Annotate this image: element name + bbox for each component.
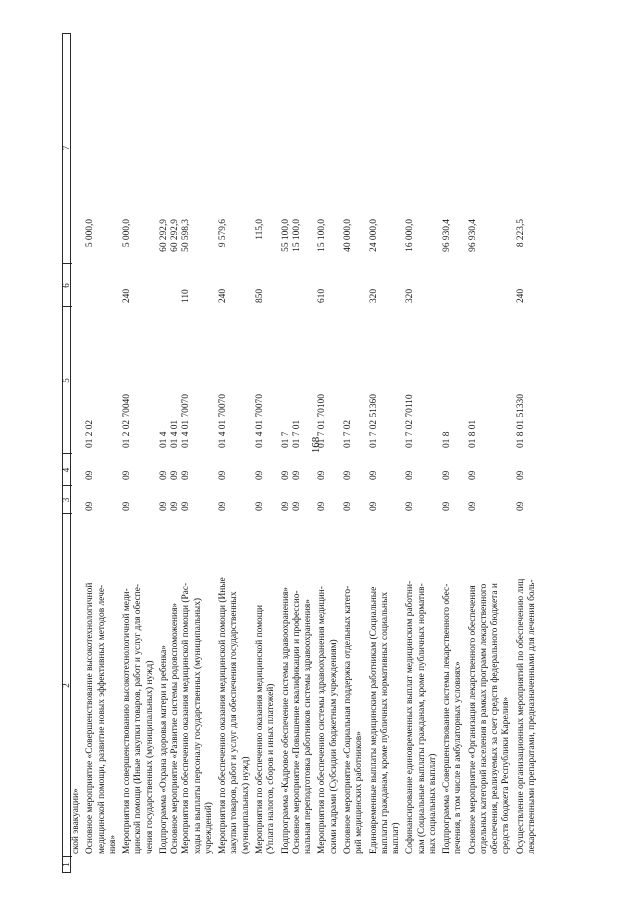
cell-value: 115,0 xyxy=(255,219,265,240)
cell-value: 09 xyxy=(255,501,265,511)
cell-c7 xyxy=(516,219,527,261)
description-line: Основное мероприятие «Повышение квалификации и профессио- xyxy=(291,590,302,854)
cell-c3 xyxy=(343,489,354,511)
cell-c5 xyxy=(516,338,527,448)
cell-value: 01 4 01 70070 xyxy=(181,394,192,448)
cell-c3 xyxy=(516,489,527,511)
description-line: печения, в том числе в амбулаторных условиях» xyxy=(453,661,464,854)
cell-value: 09 xyxy=(85,470,96,480)
cell-c6 xyxy=(218,263,229,303)
cell-value: 09 xyxy=(368,501,379,511)
description-line: ных социальных выплат) xyxy=(427,753,438,854)
cell-c5 xyxy=(85,338,96,448)
row-description xyxy=(218,514,252,854)
cell-value: 16 000,0 xyxy=(405,219,416,252)
cell-value: 09 xyxy=(170,470,181,480)
description-line: (Уплата налогов, сборов и иных платежей) xyxy=(266,683,277,854)
cell-c7 xyxy=(122,219,133,261)
cell-value: 01 7 xyxy=(280,431,291,448)
cell-value: 09 xyxy=(405,501,416,511)
cell-value: 09 xyxy=(515,501,526,511)
cell-c7 xyxy=(281,219,303,261)
cell-c5 xyxy=(369,338,380,448)
description-line: Подпрограмма «Охрана здоровья матери и ребенка» xyxy=(159,645,169,854)
cell-c6 xyxy=(405,263,416,303)
cell-c7 xyxy=(159,219,193,261)
description-line: ходы на выплаты персоналу государственных (муниципальных) xyxy=(192,597,203,854)
description-line: Софинансирование единовременных выплат медицинским работни- xyxy=(405,580,416,854)
cell-value: 240 xyxy=(122,288,133,303)
cell-c5 xyxy=(468,338,479,448)
cell-value: 01 7 01 70100 xyxy=(317,394,328,448)
row-description xyxy=(122,514,156,854)
cell-value: 09 xyxy=(159,501,169,511)
cell-value: 09 xyxy=(181,470,192,480)
cell-c3 xyxy=(317,489,328,511)
cell-value: 09 xyxy=(515,470,526,480)
cell-c7 xyxy=(317,219,328,261)
cell-value: 09 xyxy=(218,501,229,511)
cell-value: 09 xyxy=(368,470,379,480)
cell-c7 xyxy=(442,219,453,261)
row-description xyxy=(468,514,513,854)
description-line: Осуществление организационных мероприятий по обеспечению лиц xyxy=(515,578,526,854)
cell-value xyxy=(159,263,170,303)
cell-c7 xyxy=(468,219,479,261)
cell-value: 110 xyxy=(181,289,192,303)
cell-c3 xyxy=(122,489,133,511)
cell-value: 09 xyxy=(255,470,265,480)
description-line: выплат) xyxy=(390,822,401,854)
row-description xyxy=(516,514,538,854)
cell-c3 xyxy=(281,489,303,511)
row-description xyxy=(405,514,439,854)
cell-c7 xyxy=(218,219,229,261)
cell-c4 xyxy=(516,458,527,480)
cell-c5 xyxy=(218,338,229,448)
cell-c5 xyxy=(442,338,453,448)
budget-table xyxy=(62,33,607,873)
description-line: чения государственных (муниципальных) нужд) xyxy=(144,660,155,854)
description-line: Мероприятия по обеспечению системы здравоохранения медицин- xyxy=(317,586,328,854)
description-line: Мероприятия по совершенствованию высокотехнологичной меди- xyxy=(122,588,133,854)
cell-value: 09 xyxy=(343,470,353,480)
cell-value: 09 xyxy=(85,501,96,511)
cell-value: 09 xyxy=(291,470,302,480)
page-number: 168 xyxy=(310,436,322,454)
cell-value: 40 000,0 xyxy=(343,219,353,252)
cell-value: 09 xyxy=(317,501,328,511)
cell-c6 xyxy=(369,263,380,303)
description-line: Подпрограмма «Кадровое обеспечение системы здравоохранения» xyxy=(280,587,291,854)
cell-value: 24 000,0 xyxy=(368,219,379,252)
description-line: закупки товаров, работ и услуг для обеспечения государственных xyxy=(229,591,240,854)
cell-value: 09 xyxy=(442,470,453,480)
header-col-1: 1 xyxy=(61,862,71,867)
description-line: рий медицинских работников» xyxy=(354,731,365,854)
cell-c4 xyxy=(159,458,193,480)
cell-c3 xyxy=(468,489,479,511)
cell-c7 xyxy=(85,219,96,261)
cell-value: 09 xyxy=(442,501,453,511)
cell-value: 01 8 01 xyxy=(467,419,478,448)
row-description xyxy=(71,514,82,854)
cell-value: 01 4 01 xyxy=(170,419,181,448)
cell-value: 09 xyxy=(159,470,169,480)
cell-c5 xyxy=(343,338,354,448)
description-line: выплаты гражданам, кроме публичных нормативных социальных xyxy=(379,591,390,854)
cell-value: 01 7 02 xyxy=(343,419,353,448)
cell-value: 01 8 xyxy=(442,431,453,448)
header-col-6: 6 xyxy=(61,283,71,288)
cell-value: 09 xyxy=(280,501,291,511)
cell-value: 09 xyxy=(467,470,478,480)
cell-c3 xyxy=(159,489,193,511)
cell-value: 01 4 01 70070 xyxy=(255,394,265,448)
cell-value: 320 xyxy=(405,288,416,303)
cell-value: 09 xyxy=(170,501,181,511)
cell-value: 60 292,9 xyxy=(159,219,169,252)
cell-c4 xyxy=(122,458,133,480)
cell-c3 xyxy=(369,489,380,511)
header-col-7: 7 xyxy=(61,145,71,151)
description-line: Основное мероприятие «Организация лекарственного обеспечения xyxy=(467,585,478,854)
table-header-row xyxy=(62,33,71,873)
cell-value: 50 598,3 xyxy=(181,219,192,252)
cell-c4 xyxy=(442,458,453,480)
description-line: Подпрограмма «Совершенствование системы лекарственного обес- xyxy=(442,583,453,854)
cell-value: 60 292,9 xyxy=(170,219,181,252)
row-description xyxy=(159,514,215,854)
cell-c7 xyxy=(255,219,266,261)
cell-c4 xyxy=(468,458,479,480)
rotated-table-wrapper xyxy=(62,33,607,873)
row-description xyxy=(442,514,464,854)
description-line: Основное мероприятие «Социальная поддержка отдельных катего- xyxy=(343,585,353,854)
description-line: Единовременные выплаты медицинским работникам (Социальные xyxy=(368,586,379,854)
cell-c6 xyxy=(159,263,193,303)
row-description xyxy=(343,514,365,854)
cell-value: 01 7 02 51360 xyxy=(368,394,379,448)
cell-value: 320 xyxy=(368,288,379,303)
cell-value: 610 xyxy=(317,288,328,303)
header-col-4: 4 xyxy=(61,467,71,473)
cell-c5 xyxy=(122,338,133,448)
cell-value: 15 100,0 xyxy=(291,219,302,252)
cell-c3 xyxy=(85,489,96,511)
cell-c4 xyxy=(343,458,354,480)
description-line: ния» xyxy=(107,834,118,854)
cell-c4 xyxy=(369,458,380,480)
cell-c4 xyxy=(85,458,96,480)
cell-value: 850 xyxy=(255,288,265,303)
description-line: Основное мероприятие «Совершенствование высокотехнологичной xyxy=(85,582,96,854)
cell-value: 09 xyxy=(405,470,416,480)
cell-value: 96 930,4 xyxy=(467,219,478,252)
description-line: учреждений) xyxy=(203,802,214,854)
row-description xyxy=(317,514,339,854)
cell-value: 01 7 01 xyxy=(291,419,302,448)
cell-value: 01 7 02 70110 xyxy=(405,394,416,448)
description-line: средств бюджета Республики Карелия» xyxy=(501,696,512,854)
cell-value: 09 xyxy=(181,501,192,511)
cell-c4 xyxy=(281,458,303,480)
row-description xyxy=(255,514,277,854)
cell-c5 xyxy=(255,338,266,448)
description-line: лекарственными препаратами, предназначенными для лечения боль- xyxy=(526,579,537,854)
cell-value: 96 930,4 xyxy=(442,219,453,252)
header-col-3: 3 xyxy=(61,497,71,503)
header-col-5: 5 xyxy=(61,378,71,383)
description-line: Мероприятия по обеспечению оказания медицинской помощи (Иные xyxy=(218,577,229,854)
cell-value: 9 579,6 xyxy=(218,219,229,248)
cell-value: 5 000,0 xyxy=(85,219,96,248)
description-line: отдельных категорий населения в рамках программ лекарственного xyxy=(478,583,489,854)
cell-value: 09 xyxy=(218,470,229,480)
cell-c3 xyxy=(442,489,453,511)
cell-c5 xyxy=(317,338,328,448)
cell-c5 xyxy=(281,338,303,448)
cell-value: 09 xyxy=(317,470,328,480)
cell-c4 xyxy=(218,458,229,480)
description-line: Основное мероприятие «Развитие системы родовспоможения» xyxy=(170,602,181,854)
cell-value: 01 4 01 70070 xyxy=(218,394,229,448)
cell-value: 15 100,0 xyxy=(317,219,328,252)
table-body xyxy=(71,33,607,873)
cell-value: 09 xyxy=(280,470,291,480)
cell-value: 8 223,5 xyxy=(515,219,526,248)
cell-value: 01 8 01 51330 xyxy=(515,394,526,448)
description-line: Мероприятия по обеспечению оказания медицинской помощи (Рас- xyxy=(181,582,192,854)
description-line: нальная переподготовка работников системы здравоохранения» xyxy=(302,599,313,854)
cell-c4 xyxy=(317,458,328,480)
cell-c6 xyxy=(516,263,527,303)
cell-c7 xyxy=(343,219,354,261)
description-line: ской эвакуации» xyxy=(71,788,81,854)
cell-c7 xyxy=(369,219,380,261)
cell-value: 01 2 02 70040 xyxy=(122,394,133,448)
cell-value: 01 4 xyxy=(159,431,169,448)
cell-c6 xyxy=(122,263,133,303)
cell-value: 09 xyxy=(291,501,302,511)
cell-value: 5 000,0 xyxy=(122,219,133,248)
description-line: кам (Социальные выплаты гражданам, кроме публичных норматив- xyxy=(416,583,427,854)
cell-c6 xyxy=(255,263,266,303)
description-line: скими кадрами (Субсидии бюджетным учреждениям) xyxy=(328,639,339,854)
cell-c5 xyxy=(159,338,193,448)
cell-value: 09 xyxy=(122,501,133,511)
cell-c3 xyxy=(405,489,416,511)
cell-c6 xyxy=(317,263,328,303)
cell-c3 xyxy=(255,489,266,511)
cell-value: 09 xyxy=(122,470,133,480)
cell-c3 xyxy=(218,489,229,511)
description-line: медицинской помощи, развитие новых эффективных методов лече- xyxy=(96,584,107,854)
cell-c4 xyxy=(255,458,266,480)
cell-value: 55 100,0 xyxy=(280,219,291,252)
description-line: Мероприятия по обеспечению оказания медицинской помощи xyxy=(255,605,265,854)
description-line: (муниципальных) нужд) xyxy=(240,756,251,854)
cell-value xyxy=(170,263,181,303)
cell-value: 240 xyxy=(515,288,526,303)
cell-value: 09 xyxy=(467,501,478,511)
cell-value: 01 2 02 xyxy=(85,419,96,448)
row-description xyxy=(281,514,315,854)
cell-value: 240 xyxy=(218,288,229,303)
description-line: цинской помощи (Иные закупки товаров, работ и услуг для обеспе- xyxy=(133,584,144,854)
cell-value: 09 xyxy=(343,501,353,511)
cell-c7 xyxy=(405,219,416,261)
cell-c4 xyxy=(405,458,416,480)
cell-c5 xyxy=(405,338,416,448)
header-col-2: 2 xyxy=(61,683,71,688)
row-description xyxy=(85,514,119,854)
row-description xyxy=(369,514,403,854)
description-line: обеспечения, реализуемых за счет средств федерального бюджета и xyxy=(490,583,501,854)
